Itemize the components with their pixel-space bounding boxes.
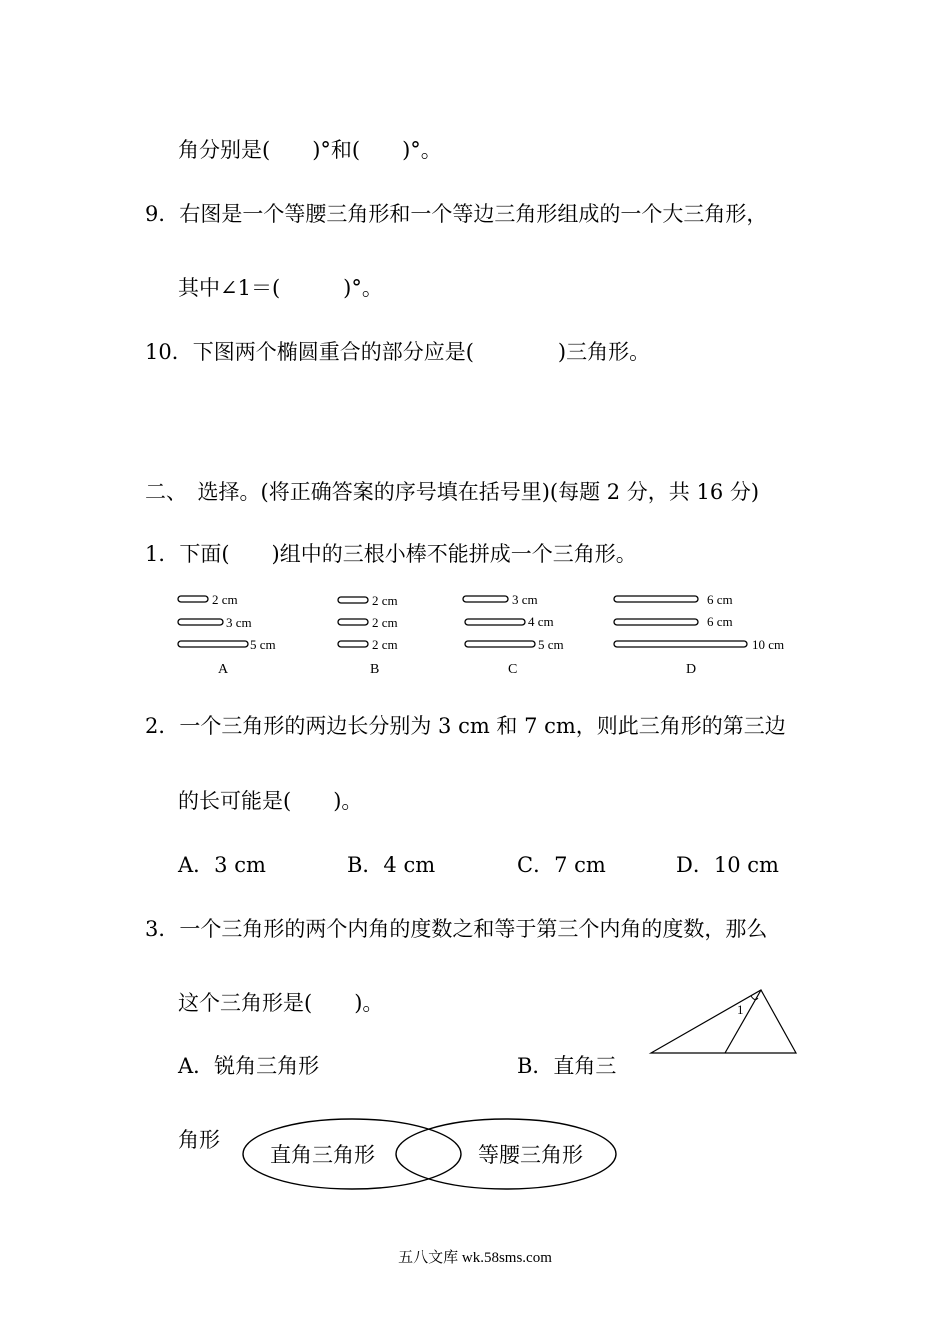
choice-2-option-c: C．7 cm	[517, 853, 606, 877]
choice-2-option-b: B．4 cm	[347, 853, 436, 877]
stick-label: 3 cm	[226, 615, 252, 630]
ellipses-figure	[238, 1115, 628, 1195]
choice-1: 1．下面( )组中的三根小棒不能拼成一个三角形。	[145, 542, 637, 566]
choice-3-option-a: A．锐角三角形	[178, 1054, 320, 1078]
stick	[614, 596, 698, 602]
choice-letter-c: C	[508, 662, 518, 677]
stick-group-b	[338, 593, 398, 677]
choice-letter-d: D	[686, 662, 697, 677]
line-angle-blanks: 角分别是( )°和( )°。	[178, 138, 442, 162]
choice-3-line-1: 3．一个三角形的两个内角的度数之和等于第三个内角的度数，那么	[145, 917, 768, 941]
stick	[338, 641, 368, 647]
choice-2-line-2: 的长可能是( )。	[178, 789, 363, 813]
footer-watermark: 五八文库 wk.58sms.com	[398, 1250, 552, 1266]
stick	[178, 596, 208, 602]
stick	[465, 641, 535, 647]
stick-label: 2 cm	[372, 593, 398, 608]
stick	[614, 641, 747, 647]
stick-group-c	[463, 592, 564, 677]
stick-label: 10 cm	[752, 637, 785, 652]
question-10: 10．下图两个椭圆重合的部分应是( )三角形。	[145, 340, 651, 364]
choice-3-option-b-continued: 角形	[178, 1128, 220, 1152]
stick-label: 2 cm	[212, 592, 238, 607]
section-2-heading: 二、 选择。(将正确答案的序号填在括号里)(每题 2 分，共 16 分)	[145, 480, 760, 504]
sticks-figure	[170, 588, 820, 678]
choice-3-line-2: 这个三角形是( )。	[178, 991, 384, 1015]
stick-group-d	[614, 592, 784, 677]
choice-2-line-1: 2．一个三角形的两边长分别为 3 cm 和 7 cm，则此三角形的第三边	[145, 714, 786, 738]
stick-label: 3 cm	[512, 592, 538, 607]
choice-2-option-d: D．10 cm	[676, 853, 779, 877]
stick	[614, 619, 698, 625]
stick-label: 5 cm	[250, 637, 276, 652]
stick-group-a	[178, 592, 276, 677]
question-9-line-2: 其中∠1＝( )°。	[178, 276, 383, 300]
stick-label: 4 cm	[528, 614, 554, 629]
triangle-figure	[645, 986, 805, 1058]
choice-2-option-a: A．3 cm	[178, 853, 266, 877]
stick	[338, 597, 368, 603]
stick-label: 2 cm	[372, 637, 398, 652]
ellipse-left-label: 直角三角形	[270, 1143, 375, 1167]
stick	[338, 619, 368, 625]
stick-label: 5 cm	[538, 637, 564, 652]
stick	[465, 619, 525, 625]
stick-label: 6 cm	[707, 592, 733, 607]
stick	[178, 641, 248, 647]
choice-letter-b: B	[370, 662, 380, 677]
choice-3-option-b: B．直角三	[517, 1054, 617, 1078]
ellipse-right-label: 等腰三角形	[478, 1143, 583, 1167]
angle-label: 1	[737, 1002, 744, 1017]
stick-label: 2 cm	[372, 615, 398, 630]
question-9-line-1: 9．右图是一个等腰三角形和一个等边三角形组成的一个大三角形，	[145, 202, 768, 226]
outer-triangle	[651, 990, 796, 1053]
choice-letter-a: A	[218, 662, 229, 677]
stick	[178, 619, 223, 625]
stick-label: 6 cm	[707, 614, 733, 629]
stick	[463, 596, 508, 602]
